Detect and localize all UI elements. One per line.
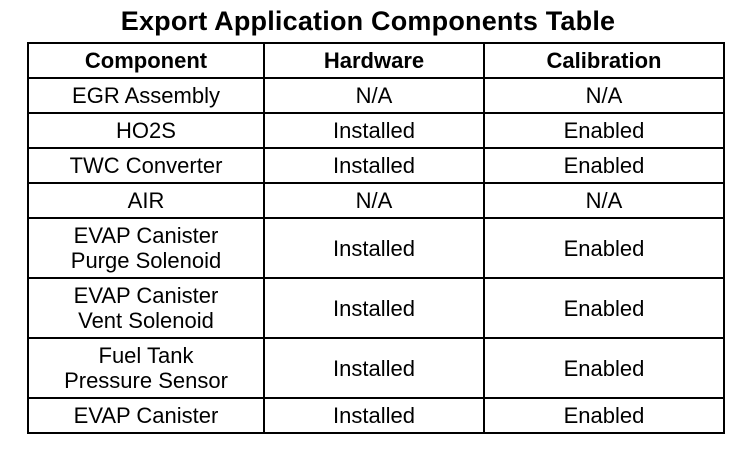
table-row — [28, 148, 724, 183]
cell-hardware: Installed — [264, 278, 484, 338]
cell-calibration: Enabled — [484, 148, 724, 183]
component-label: EGR Assembly — [72, 83, 220, 108]
cell-hardware: Installed — [264, 398, 484, 433]
header-hardware: Hardware — [264, 43, 484, 78]
component-label: EVAP Canister Purge Solenoid — [70, 223, 222, 273]
cell-hardware: Installed — [264, 338, 484, 398]
cell-calibration: Enabled — [484, 278, 724, 338]
cell-component — [28, 148, 264, 183]
cell-component — [28, 183, 264, 218]
cell-hardware: N/A — [264, 183, 484, 218]
table-row — [28, 398, 724, 433]
cell-calibration: N/A — [484, 78, 724, 113]
component-label: Fuel Tank Pressure Sensor — [64, 343, 228, 393]
header-component: Component — [28, 43, 264, 78]
cell-hardware: Installed — [264, 218, 484, 278]
table-row — [28, 78, 724, 113]
components-table — [27, 42, 725, 434]
cell-component — [28, 78, 264, 113]
table-row — [28, 278, 724, 338]
cell-hardware: Installed — [264, 113, 484, 148]
table-row — [28, 113, 724, 148]
cell-calibration: Enabled — [484, 398, 724, 433]
component-label: AIR — [127, 188, 165, 213]
cell-calibration: Enabled — [484, 113, 724, 148]
cell-component — [28, 398, 264, 433]
cell-component — [28, 278, 264, 338]
cell-component — [28, 338, 264, 398]
component-label: EVAP Canister Vent Solenoid — [73, 283, 219, 333]
component-label: TWC Converter — [69, 153, 223, 178]
header-calibration: Calibration — [484, 43, 724, 78]
header-row — [28, 43, 724, 78]
component-label: EVAP Canister — [73, 403, 219, 428]
table-row — [28, 183, 724, 218]
cell-calibration: Enabled — [484, 338, 724, 398]
cell-component — [28, 218, 264, 278]
component-label: HO2S — [116, 118, 176, 143]
cell-calibration: Enabled — [484, 218, 724, 278]
table-row — [28, 338, 724, 398]
table-title: Export Application Components Table — [120, 6, 616, 36]
cell-component — [28, 113, 264, 148]
cell-calibration: N/A — [484, 183, 724, 218]
table-row — [28, 218, 724, 278]
cell-hardware: N/A — [264, 78, 484, 113]
cell-hardware: Installed — [264, 148, 484, 183]
